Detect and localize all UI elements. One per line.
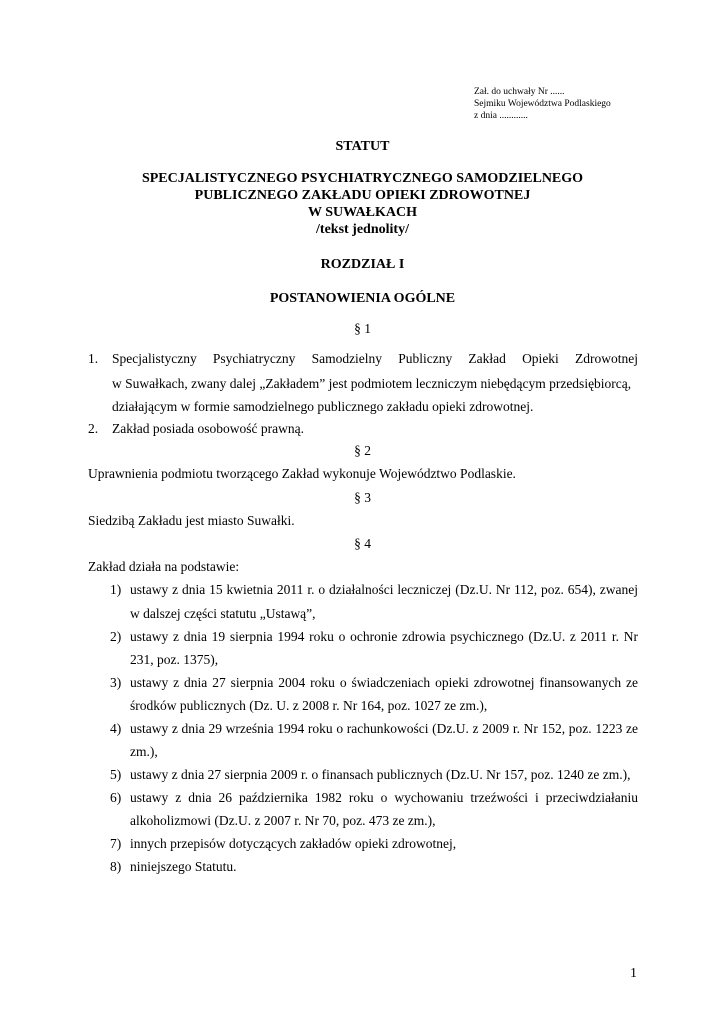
resolution-note (474, 86, 611, 122)
section-sign-3: § 3 (354, 490, 371, 505)
list-item-number: 4) (110, 721, 122, 736)
chapter-heading: ROZDZIAŁ I (320, 257, 405, 272)
list-item-number: 1) (110, 582, 122, 597)
item-number: 2. (88, 421, 99, 436)
section-1-item-1-line-3: działającym w formie samodzielnego publicznego zakładu opieki zdrowotnej. (112, 399, 534, 414)
doc-title-line-1: SPECJALISTYCZNEGO PSYCHIATRYCZNEGO SAMODZIELNEGO (141, 171, 584, 186)
word: Specjalistyczny (112, 351, 197, 366)
section-sign-2: § 2 (354, 443, 371, 458)
doc-title-statut: STATUT (335, 139, 390, 154)
list-item-line: ustawy z dnia 26 października 1982 roku o wychowaniu trzeźwości i przeciwdziałaniu (130, 790, 638, 805)
list-item-line: niniejszego Statutu. (130, 859, 237, 874)
list-item-number: 7) (110, 836, 122, 851)
list-item-line: ustawy z dnia 27 sierpnia 2009 r. o finansach publicznych (Dz.U. Nr 157, poz. 1240 ze zm.), (130, 767, 631, 782)
word: Samodzielny (311, 351, 383, 366)
list-item-number: 6) (110, 790, 122, 805)
list-item-number: 2) (110, 629, 122, 644)
word: Zakład (468, 351, 506, 366)
section-1-item-2: Zakład posiada osobowość prawną. (112, 421, 304, 436)
list-item-number: 8) (110, 859, 122, 874)
list-item-number: 3) (110, 675, 122, 690)
word: Zdrowotnej (574, 351, 638, 366)
section-4-intro: Zakład działa na podstawie: (88, 559, 240, 574)
page-number: 1 (630, 966, 637, 981)
section-3-text: Siedzibą Zakładu jest miasto Suwałki. (88, 513, 295, 528)
list-item-line: ustawy z dnia 29 września 1994 roku o rachunkowości (Dz.U. z 2009 r. Nr 152, poz. 1223 ze (130, 721, 638, 736)
list-item-line: ustawy z dnia 15 kwietnia 2011 r. o działalności leczniczej (Dz.U. Nr 112, poz. 654), zwanej (130, 582, 638, 597)
list-item-line: innych przepisów dotyczących zakładów opieki zdrowotnej, (130, 836, 457, 851)
section-1-item-1-line-2: w Suwałkach, zwany dalej „Zakładem” jest podmiotem leczniczym niebędącym przedsiębiorcą, (112, 376, 632, 391)
list-item-number: 5) (110, 767, 122, 782)
list-item-line: alkoholizmowi (Dz.U. z 2007 r. Nr 70, poz. 473 ze zm.), (130, 813, 436, 828)
doc-title-line-3: W SUWAŁKACH (307, 205, 418, 220)
word: Opieki (522, 351, 559, 366)
word: Psychiatryczny (212, 351, 296, 366)
list-item-line: zm.), (130, 744, 158, 759)
list-item-line: ustawy z dnia 19 sierpnia 1994 roku o ochronie zdrowia psychicznego (Dz.U. z 2011 r. Nr (130, 629, 638, 644)
list-item-line: środków publicznych (Dz. U. z 2008 r. Nr 164, poz. 1027 ze zm.), (130, 698, 488, 713)
doc-title-line-2: PUBLICZNEGO ZAKŁADU OPIEKI ZDROWOTNEJ (194, 188, 531, 203)
section-1-item-1-line-1 (112, 351, 638, 367)
note-line-2: Sejmiku Województwa Podlaskiego (474, 99, 611, 109)
section-2-text: Uprawnienia podmiotu tworzącego Zakład wykonuje Województwo Podlaskie. (88, 466, 516, 481)
note-line-1: Zał. do uchwały Nr ...... (474, 87, 565, 97)
section-sign-1: § 1 (354, 321, 371, 336)
doc-title-line-4: /tekst jednolity/ (316, 222, 409, 237)
list-item-line: w dalszej części statutu „Ustawą”, (130, 606, 316, 621)
item-number: 1. (88, 351, 99, 366)
note-line-3: z dnia ............ (474, 111, 528, 121)
chapter-subheading: POSTANOWIENIA OGÓLNE (269, 291, 456, 306)
section-sign-4: § 4 (354, 536, 371, 551)
list-item-line: 231, poz. 1375), (130, 652, 219, 667)
list-item-line: ustawy z dnia 27 sierpnia 2004 roku o świadczeniach opieki zdrowotnej finansowanych ze (130, 675, 638, 690)
word: Publiczny (398, 351, 453, 366)
